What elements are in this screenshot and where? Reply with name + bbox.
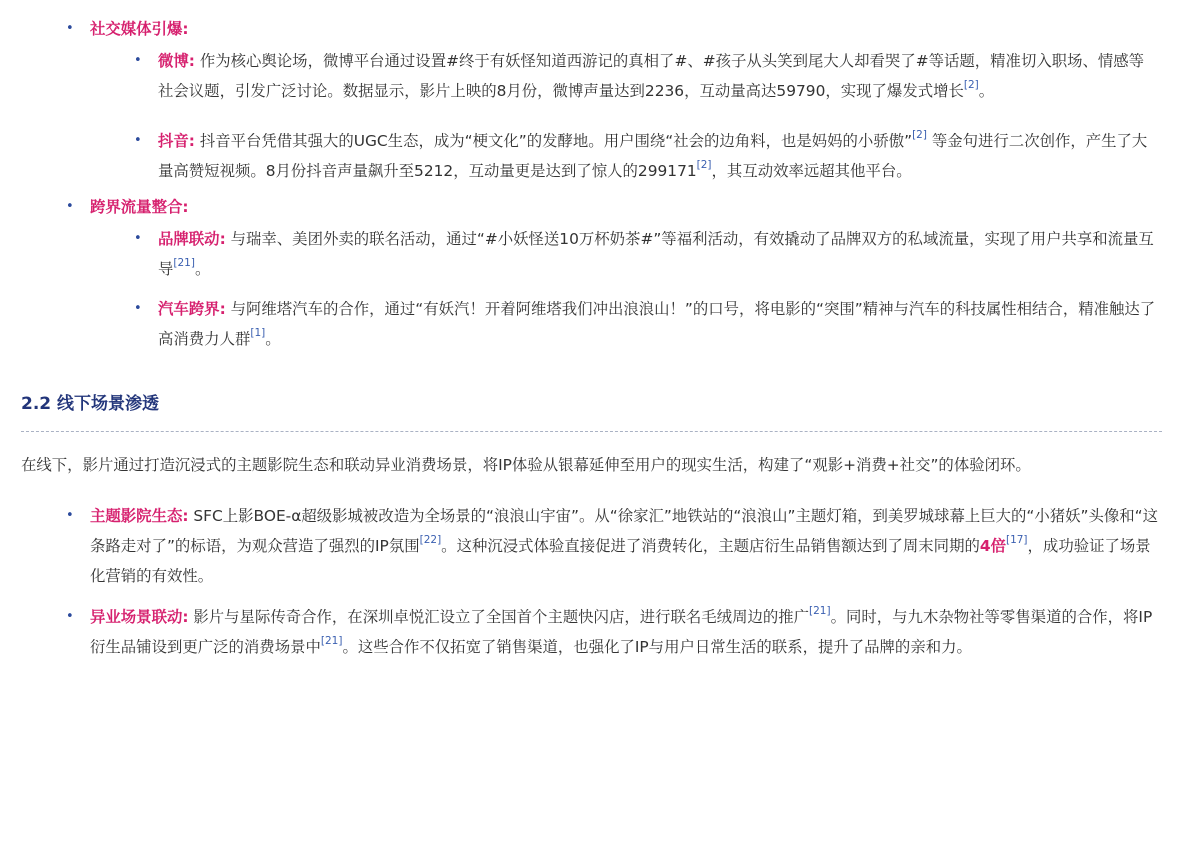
theater-text-2: 。这种沉浸式体验直接促进了消费转化，主题店衍生品销售额达到了周末同期的 — [441, 537, 980, 555]
social-media-label: 社交媒体引爆: — [90, 20, 189, 38]
bullet-icon: • — [134, 301, 142, 316]
crossover-text-2: 。同时，与九木杂物社等零售渠道的合作，将IP衍生品铺设到更广泛的消费场景中 — [90, 608, 1153, 656]
douyin-text-2: 等金句进行二次创作，产生了大量高赞短视频。8月份抖音声量飙升至5212，互动量更是达到了惊人的299171 — [158, 132, 1148, 180]
citation-link[interactable]: [17] — [1005, 533, 1028, 546]
bullet-icon: • — [66, 609, 74, 624]
list-item-cross-traffic — [0, 192, 1185, 354]
douyin-text-end: ，其互动效率远超其他平台。 — [711, 162, 912, 180]
bullet-icon: • — [66, 508, 74, 523]
weibo-text: 作为核心舆论场，微博平台通过设置#终于有妖怪知道西游记的真相了#、#孩子从头笑到尾大人却看哭了#等话题，精准切入职场、情感等社会议题，引发广泛讨论。数据显示，影片上映的8月份，微博声量达到2236，互动量高达59790，实现了爆发式增长 — [158, 52, 1145, 100]
list-item-douyin — [0, 126, 1185, 186]
section-divider — [21, 431, 1162, 432]
theater-text: SFC上影BOE-α超级影城被改造为全场景的“浪浪山宇宙”。从“徐家汇”地铁站的“浪浪山”主题灯箱，到美罗城球幕上巨大的“小猪妖”头像和“这条路走对了”的标语，为观众营造了强烈的IP氛围 — [90, 507, 1159, 555]
bullet-icon: • — [134, 231, 142, 246]
car-text: 与阿维塔汽车的合作，通过“有妖汽！开着阿维塔我们冲出浪浪山！”的口号，将电影的“突围”精神与汽车的科技属性相结合，精准触达了高消费力人群 — [158, 300, 1156, 348]
cross-traffic-sublist — [0, 224, 1185, 354]
citation-link[interactable]: [1] — [250, 326, 266, 339]
online-list — [0, 0, 1185, 354]
citation-link[interactable]: [2] — [963, 78, 979, 91]
section-intro: 在线下，影片通过打造沉浸式的主题影院生态和联动异业消费场景，将IP体验从银幕延伸至用户的现实生活，构建了“观影+消费+社交”的体验闭环。 — [21, 456, 1031, 474]
theater-label: 主题影院生态: — [90, 507, 189, 525]
section-heading: 2.2 线下场景渗透 — [21, 394, 160, 414]
bullet-icon: • — [134, 133, 142, 148]
crossover-text: 影片与星际传奇合作，在深圳卓悦汇设立了全国首个主题快闪店，进行联名毛绒周边的推广 — [188, 608, 810, 626]
citation-link[interactable]: [22] — [419, 533, 442, 546]
brand-label: 品牌联动: — [158, 230, 226, 248]
sales-multiplier: 4倍 — [979, 537, 1006, 555]
list-item-social-media — [0, 14, 1185, 186]
list-item-weibo — [0, 46, 1185, 106]
theater-text-end: ，成功验证了场景化营销的有效性。 — [90, 537, 1151, 585]
douyin-text: 抖音平台凭借其强大的UGC生态，成为“梗文化”的发酵地。用户围绕“社会的边角料，也是妈妈的小骄傲” — [194, 132, 913, 150]
cross-traffic-label: 跨界流量整合: — [90, 198, 189, 216]
crossover-text-end: 。这些合作不仅拓宽了销售渠道，也强化了IP与用户日常生活的联系，提升了品牌的亲和力。 — [342, 638, 972, 656]
offline-list — [0, 501, 1185, 662]
citation-link[interactable]: [21] — [320, 634, 343, 647]
weibo-label: 微博: — [158, 52, 195, 70]
crossover-label: 异业场景联动: — [90, 608, 189, 626]
car-text-end: 。 — [265, 330, 281, 348]
bullet-icon: • — [134, 53, 142, 68]
car-label: 汽车跨界: — [158, 300, 226, 318]
weibo-text-end: 。 — [978, 82, 995, 100]
citation-link[interactable]: [21] — [809, 604, 831, 617]
list-item-theater — [0, 501, 1185, 591]
brand-text: 与瑞幸、美团外卖的联名活动，通过“#小妖怪送10万杯奶茶#”等福利活动，有效撬动了品牌双方的私域流量，实现了用户共享和流量互导 — [158, 230, 1154, 278]
bullet-icon: • — [66, 21, 74, 36]
citation-link[interactable]: [2] — [696, 158, 712, 171]
citation-link[interactable]: [21] — [173, 256, 195, 269]
douyin-label: 抖音: — [158, 132, 195, 150]
bullet-icon: • — [66, 199, 74, 214]
list-item-brand — [0, 224, 1185, 284]
social-media-sublist — [0, 46, 1185, 186]
citation-link[interactable]: [2] — [912, 128, 927, 141]
list-item-car — [0, 294, 1185, 354]
list-item-crossover — [0, 602, 1185, 662]
brand-text-end: 。 — [194, 260, 211, 278]
